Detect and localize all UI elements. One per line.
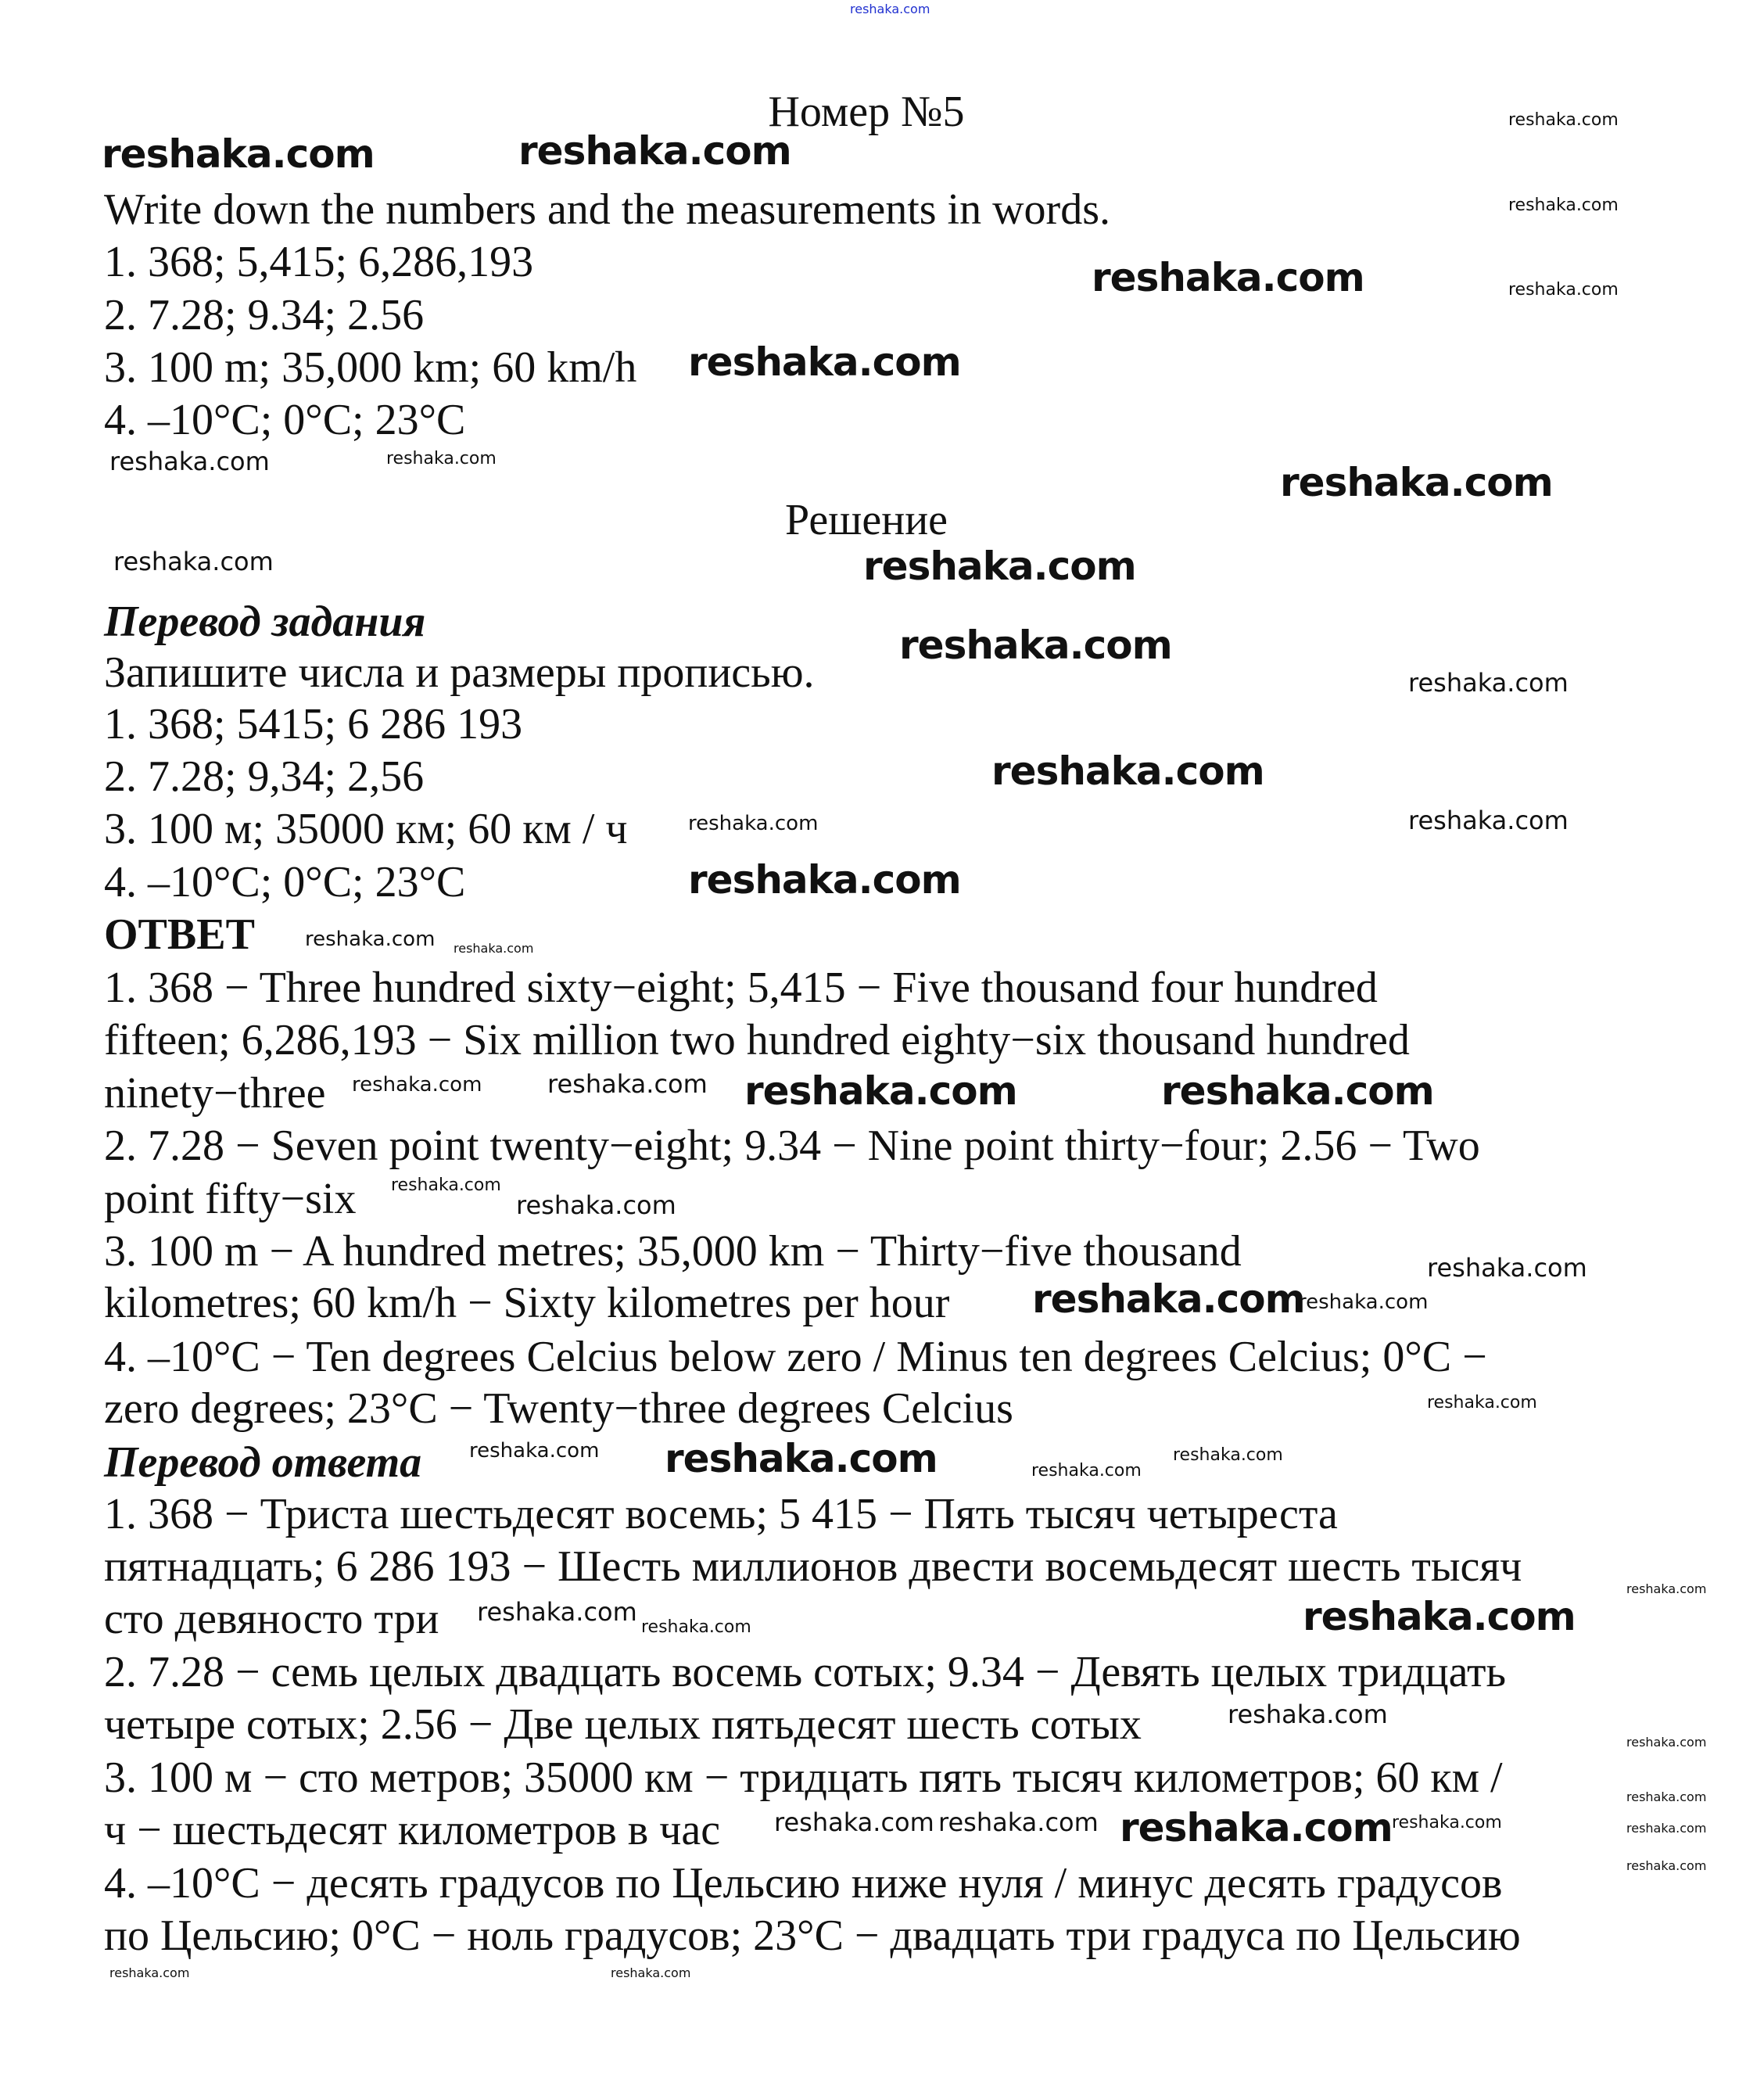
answer-line: ninety−three — [104, 1069, 326, 1118]
watermark: reshaka.com — [774, 1807, 934, 1837]
answer-translation-line: пятнадцать; 6 286 193 − Шесть миллионов двести восемьдесят шесть тысяч — [104, 1542, 1522, 1591]
watermark: reshaka.com — [547, 1069, 708, 1099]
watermark: reshaka.com — [1298, 1290, 1429, 1314]
watermark: reshaka.com — [1031, 1461, 1142, 1481]
watermark: reshaka.com — [1508, 110, 1619, 130]
watermark: reshaka.com — [1303, 1594, 1576, 1639]
task-item: 1. 368; 5,415; 6,286,193 — [104, 238, 534, 286]
watermark: reshaka.com — [1392, 1813, 1502, 1832]
answer-translation-line: сто девяносто три — [104, 1595, 439, 1643]
watermark: reshaka.com — [109, 1965, 190, 1980]
watermark: reshaka.com — [305, 928, 436, 951]
watermark: reshaka.com — [850, 2, 930, 16]
watermark: reshaka.com — [1228, 1700, 1388, 1729]
watermark: reshaka.com — [641, 1617, 751, 1637]
watermark: reshaka.com — [899, 623, 1172, 668]
watermark: reshaka.com — [688, 857, 961, 903]
answer-heading: ОТВЕТ — [104, 910, 255, 959]
watermark: reshaka.com — [863, 544, 1136, 589]
watermark: reshaka.com — [1508, 196, 1619, 215]
watermark: reshaka.com — [665, 1436, 938, 1481]
answer-line: zero degrees; 23°C − Twenty−three degrees Celcius — [104, 1384, 1013, 1433]
watermark: reshaka.com — [469, 1439, 600, 1463]
answer-line: 1. 368 − Three hundred sixty−eight; 5,415 − Five thousand four hundred — [104, 964, 1378, 1012]
translation-item: 3. 100 м; 35000 км; 60 км / ч — [104, 805, 628, 853]
watermark: reshaka.com — [477, 1597, 637, 1627]
answer-line: 3. 100 m − A hundred metres; 35,000 km − Thirty−five thousand — [104, 1227, 1242, 1276]
watermark: reshaka.com — [1120, 1805, 1393, 1850]
answer-translation-line: 1. 368 − Триста шестьдесят восемь; 5 415 − Пять тысяч четыреста — [104, 1490, 1338, 1538]
answer-translation-line: 2. 7.28 − семь целых двадцать восемь сотых; 9.34 − Девять целых тридцать — [104, 1648, 1507, 1696]
task-item: 4. –10°C; 0°C; 23°C — [104, 396, 466, 444]
watermark: reshaka.com — [688, 812, 819, 835]
task-item: 3. 100 m; 35,000 km; 60 km/h — [104, 343, 637, 392]
watermark: reshaka.com — [454, 941, 534, 956]
answer-line: point fifty−six — [104, 1175, 357, 1223]
watermark: reshaka.com — [1427, 1253, 1587, 1283]
watermark: reshaka.com — [1626, 1735, 1707, 1750]
watermark: reshaka.com — [391, 1176, 501, 1195]
translation-item: 1. 368; 5415; 6 286 193 — [104, 700, 523, 748]
watermark: reshaka.com — [352, 1073, 482, 1097]
watermark: reshaka.com — [1408, 668, 1569, 698]
watermark: reshaka.com — [1032, 1276, 1305, 1322]
watermark: reshaka.com — [1161, 1068, 1434, 1114]
translation-heading: Перевод задания — [104, 598, 426, 646]
translation-prompt: Запишите числа и размеры прописью. — [104, 648, 815, 697]
answer-translation-line: 3. 100 м − сто метров; 35000 км − тридцать пять тысяч километров; 60 км / — [104, 1753, 1503, 1802]
answer-translation-line: ч − шестьдесят километров в час — [104, 1806, 721, 1854]
page-title: Номер №5 — [768, 88, 965, 136]
watermark: reshaka.com — [938, 1807, 1099, 1837]
watermark: reshaka.com — [102, 131, 375, 177]
watermark: reshaka.com — [744, 1068, 1017, 1114]
watermark: reshaka.com — [991, 748, 1264, 794]
answer-line: kilometres; 60 km/h − Sixty kilometres per hour — [104, 1279, 950, 1327]
watermark: reshaka.com — [109, 447, 270, 476]
watermark: reshaka.com — [611, 1965, 691, 1980]
watermark: reshaka.com — [1173, 1445, 1283, 1465]
watermark: reshaka.com — [1626, 1581, 1707, 1596]
answer-translation-line: четыре сотых; 2.56 − Две целых пятьдесят шесть сотых — [104, 1700, 1142, 1749]
answer-translation-line: 4. –10°C − десять градусов по Цельсию ниже нуля / минус десять градусов — [104, 1859, 1503, 1908]
watermark: reshaka.com — [386, 449, 497, 468]
answer-line: fifteen; 6,286,193 − Six million two hundred eighty−six thousand hundred — [104, 1016, 1410, 1064]
watermark: reshaka.com — [1626, 1821, 1707, 1836]
watermark: reshaka.com — [516, 1190, 676, 1220]
watermark: reshaka.com — [1408, 806, 1569, 835]
watermark: reshaka.com — [1427, 1393, 1537, 1412]
watermark: reshaka.com — [1508, 280, 1619, 300]
answer-translation-heading: Перевод ответа — [104, 1438, 422, 1487]
watermark: reshaka.com — [1280, 460, 1553, 505]
task-item: 2. 7.28; 9.34; 2.56 — [104, 291, 425, 339]
task-prompt: Write down the numbers and the measurements in words. — [104, 185, 1110, 234]
watermark: reshaka.com — [113, 547, 274, 576]
answer-line: 4. –10°C − Ten degrees Celcius below zero / Minus ten degrees Celcius; 0°C − — [104, 1333, 1487, 1381]
answer-translation-line: по Цельсию; 0°C − ноль градусов; 23°C − двадцать три градуса по Цельсию — [104, 1911, 1521, 1960]
translation-item: 2. 7.28; 9,34; 2,56 — [104, 752, 425, 801]
answer-line: 2. 7.28 − Seven point twenty−eight; 9.34 − Nine point thirty−four; 2.56 − Two — [104, 1122, 1480, 1170]
translation-item: 4. –10°C; 0°C; 23°C — [104, 858, 466, 906]
watermark: reshaka.com — [1092, 255, 1364, 300]
watermark: reshaka.com — [518, 128, 791, 174]
solution-heading: Решение — [784, 496, 948, 544]
watermark: reshaka.com — [1626, 1789, 1707, 1804]
watermark: reshaka.com — [1626, 1858, 1707, 1873]
watermark: reshaka.com — [688, 339, 961, 385]
